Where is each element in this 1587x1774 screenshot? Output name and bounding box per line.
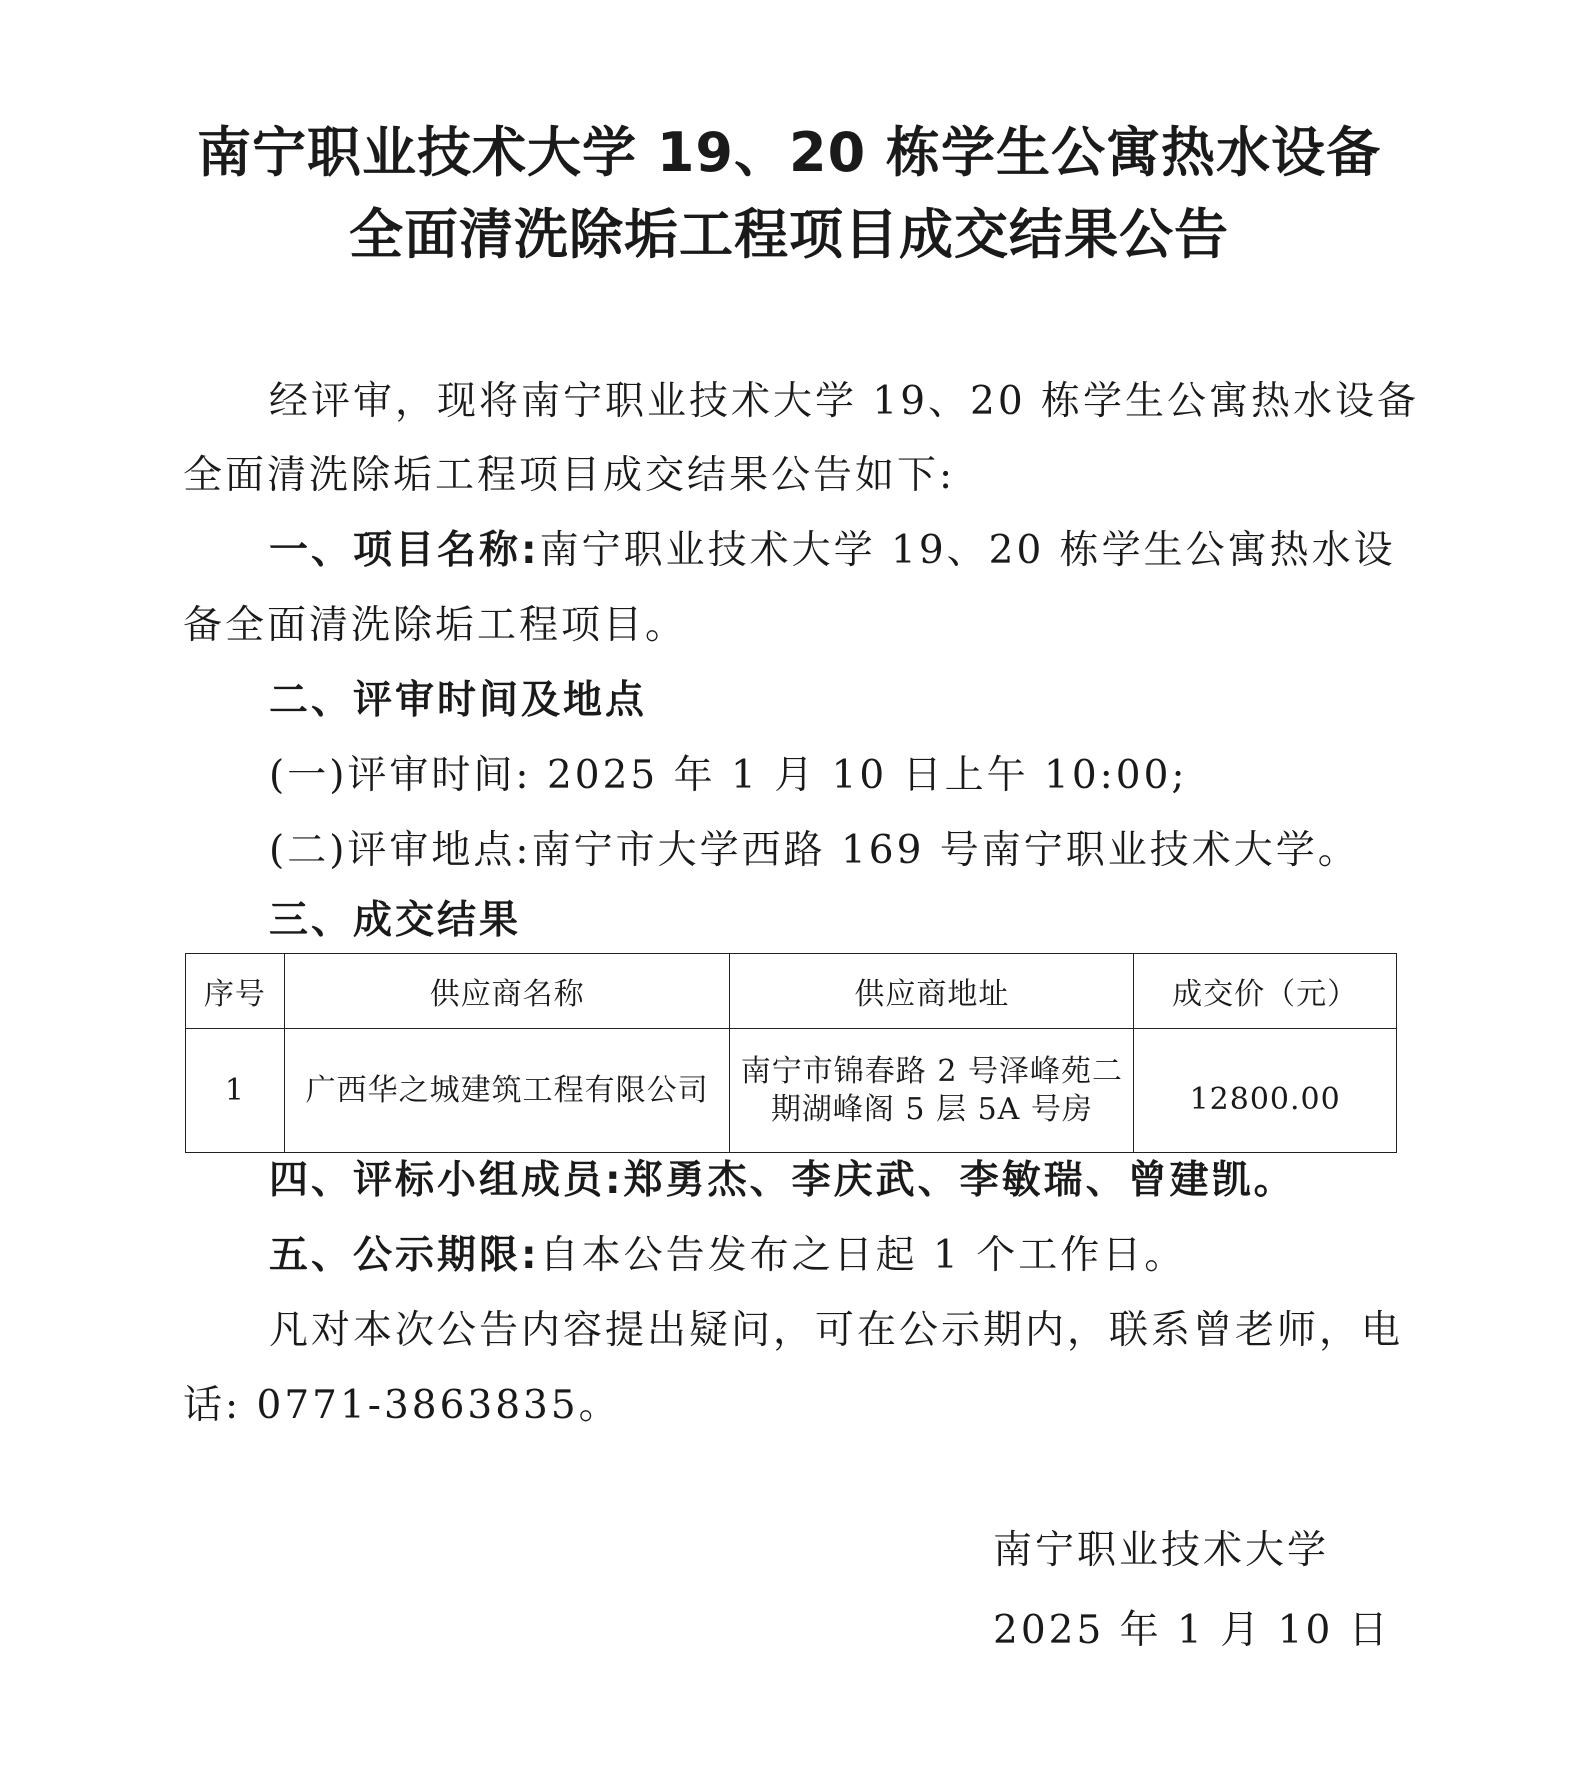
cell-supplier-name: 广西华之城建筑工程有限公司 xyxy=(284,1029,730,1153)
header-supplier-address: 供应商地址 xyxy=(730,954,1134,1029)
signature-date: 2025 年 1 月 10 日 xyxy=(993,1608,1391,1653)
section-1-line-2: 备全面清洗除垢工程项目。 xyxy=(183,603,688,648)
signature-org: 南宁职业技术大学 xyxy=(993,1528,1330,1573)
announcement-document xyxy=(183,0,1420,1774)
publicity-period: 自本公告发布之日起 1 个工作日。 xyxy=(539,1233,1187,1278)
review-place: (二)评审地点:南宁市大学西路 169 号南宁职业技术大学。 xyxy=(269,828,1360,873)
document-title-line-1: 南宁职业技术大学 19、20 栋学生公寓热水设备 xyxy=(197,121,1381,184)
header-no: 序号 xyxy=(186,954,285,1029)
header-price: 成交价（元） xyxy=(1134,954,1397,1029)
intro-line-2: 全面清洗除垢工程项目成交结果公告如下: xyxy=(183,453,956,498)
section-5-line xyxy=(269,1230,1395,1282)
section-2-heading: 二、评审时间及地点 xyxy=(269,678,648,723)
document-title-line-2: 全面清洗除垢工程项目成交结果公告 xyxy=(349,203,1229,266)
header-supplier-name: 供应商名称 xyxy=(284,954,730,1029)
intro-line-1: 经评审，现将南宁职业技术大学 19、20 栋学生公寓热水设备 xyxy=(269,379,1420,424)
section-1-heading: 一、项目名称: xyxy=(269,528,540,573)
section-5-heading: 五、公示期限: xyxy=(269,1233,540,1278)
section-4-line xyxy=(269,1155,1395,1207)
section-1-line-1 xyxy=(269,525,1395,577)
contact-line-1: 凡对本次公告内容提出疑问，可在公示期内，联系曾老师，电 xyxy=(269,1308,1404,1353)
table-header-row xyxy=(186,954,1397,1029)
section-3-heading: 三、成交结果 xyxy=(269,898,522,943)
cell-supplier-address xyxy=(730,1029,1134,1153)
cell-price: 12800.00 xyxy=(1134,1029,1397,1153)
address-line-2: 期湖峰阁 5 层 5A 号房 xyxy=(770,1091,1093,1127)
review-time: (一)评审时间: 2025 年 1 月 10 日上午 10:00; xyxy=(269,753,1188,798)
section-4-heading: 四、评标小组成员: xyxy=(269,1158,624,1203)
table-row xyxy=(186,1029,1397,1153)
cell-no: 1 xyxy=(186,1029,285,1153)
section-1-text-1: 南宁职业技术大学 19、20 栋学生公寓热水设 xyxy=(539,528,1396,573)
result-table xyxy=(185,953,1397,1153)
panel-members: 郑勇杰、李庆武、李敏瑞、曾建凯。 xyxy=(623,1158,1296,1203)
address-line-1: 南宁市锦春路 2 号泽峰苑二 xyxy=(740,1053,1123,1089)
contact-line-2: 话: 0771-3863835。 xyxy=(183,1383,621,1428)
